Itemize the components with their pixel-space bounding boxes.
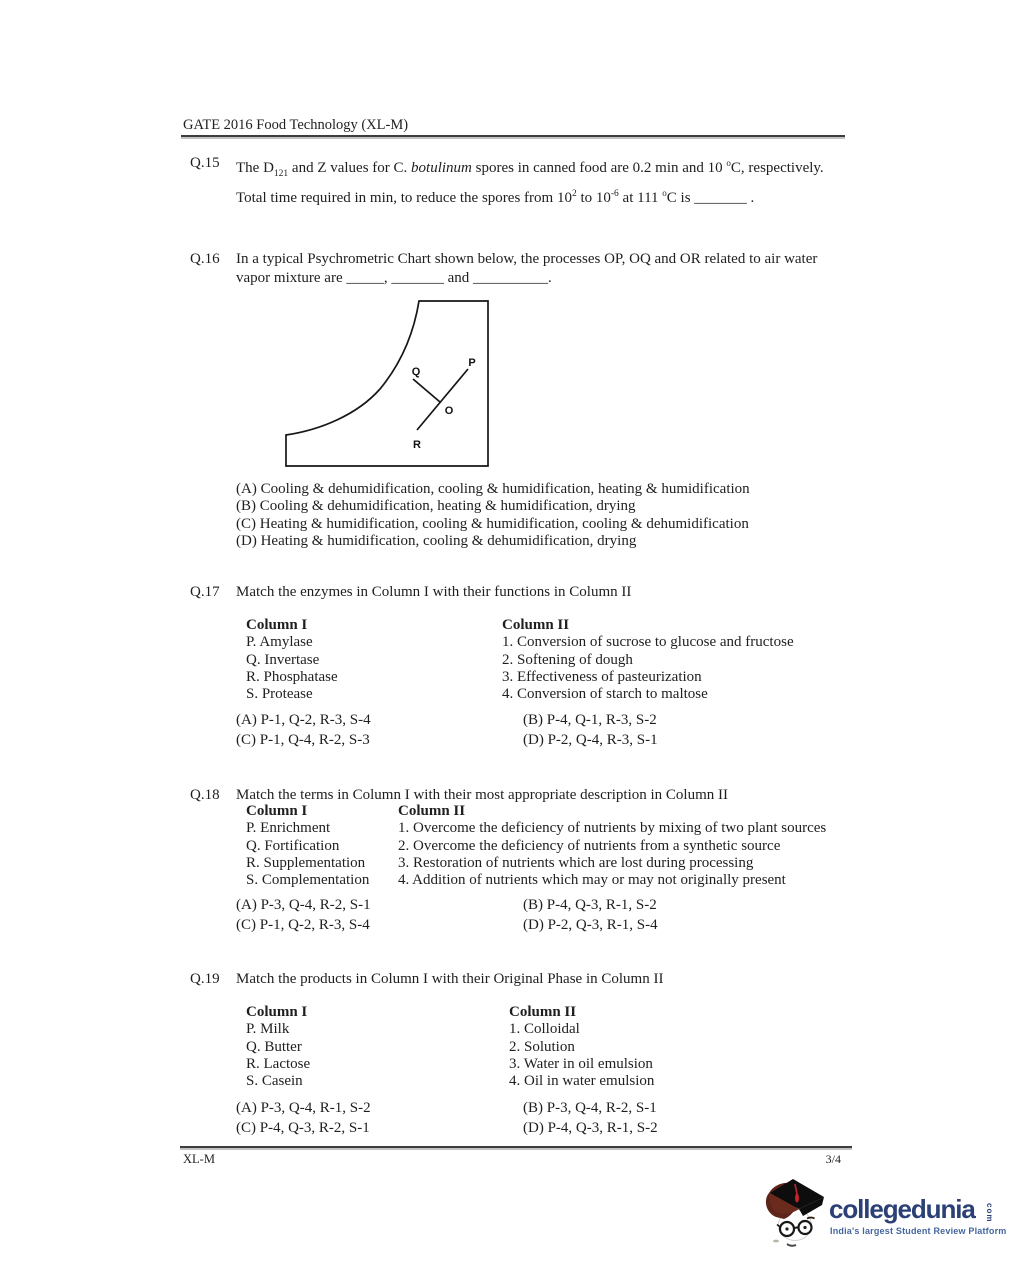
process-line-o-q [413,379,440,402]
column2-item: 4. Oil in water emulsion [509,1073,655,1090]
collegedunia-tagline: India's largest Student Review Platform [830,1226,1007,1236]
option-d: (D) P-2, Q-4, R-3, S-1 [523,732,658,749]
label-p: P [468,357,476,369]
mascot-eye-right [803,1226,806,1229]
text-fragment: C, respectively. [730,160,824,176]
superscript: 2 [571,188,577,199]
option-d: (D) Heating & humidification, cooling & dehumidification, drying [236,532,637,549]
mascot-mouth [787,1244,796,1246]
column2-item: 2. Solution [509,1038,575,1055]
label-q: Q [411,366,421,378]
degree-symbol: o [662,187,667,198]
collegedunia-tld-text: com [985,1203,994,1223]
text-fragment: C is _______ . [666,189,755,206]
mascot-eye-left [785,1227,788,1230]
question-15-line1 [236,154,824,184]
mascot-glasses-bridge [794,1227,799,1228]
option-b: (B) P-4, Q-1, R-3, S-2 [523,712,657,728]
column2-header: Column II [502,617,570,633]
question-16-line1: In a typical Psychrometric Chart shown below, the processes OP, OQ and OR related to air water [236,251,818,267]
option-b: (B) P-4, Q-3, R-1, S-2 [523,897,657,913]
column2-item: 3. Restoration of nutrients which are lost during processing [398,854,754,871]
column1-header: Column I [246,617,308,633]
question-18-column2 [398,803,826,889]
text-fragment: The D [236,160,274,176]
mascot-chin-shadow [773,1240,779,1243]
question-17-options [236,710,658,751]
header-rule [181,135,845,137]
question-16 [190,250,817,287]
option-c: (C) P-1, Q-4, R-2, S-3 [236,732,370,749]
question-19-prompt: Match the products in Column I with their Original Phase in Column II [236,971,664,987]
column1-header: Column I [246,803,308,819]
question-16-options [236,481,750,550]
question-15 [190,154,824,207]
column2-item: 4. Addition of nutrients which may or may not originally present [398,872,786,889]
column1-item: P. Amylase [246,634,313,651]
question-18-options [236,895,658,936]
italic-species-name: botulinum [411,160,472,176]
column1-item: S. Casein [246,1073,303,1090]
option-a: (A) P-1, Q-2, R-3, S-4 [236,712,371,728]
column1-item: Q. Invertase [246,651,320,668]
column2-item: 1. Conversion of sucrose to glucose and fructose [502,634,794,651]
degree-symbol: o [726,158,731,168]
column1-item: P. Milk [246,1021,290,1038]
question-16-text [236,250,817,287]
text-fragment: and Z values for C. [288,160,412,176]
column1-item: P. Enrichment [246,820,331,837]
footer-rule [180,1146,852,1148]
question-15-line2 [236,184,824,208]
option-d: (D) P-4, Q-3, R-1, S-2 [523,1120,658,1137]
question-18-column1 [246,803,369,889]
question-17-column2 [502,617,794,703]
header-title: GATE 2016 Food Technology (XL-M) [183,117,409,133]
text-fragment: spores in canned food are 0.2 min and 10 [471,160,727,176]
column2-item: 4. Conversion of starch to maltose [502,686,708,703]
collegedunia-mascot [762,1177,830,1252]
process-line-r-o-p [417,369,468,430]
question-19-column2 [509,1004,654,1090]
option-b: (B) P-3, Q-4, R-2, S-1 [523,1100,657,1116]
column1-header: Column I [246,1004,308,1020]
column2-item: 2. Softening of dough [502,651,633,668]
column2-item: 3. Water in oil emulsion [509,1055,653,1072]
label-o: O [444,405,454,417]
text-fragment: to 10 [576,189,611,206]
label-r: R [413,439,421,451]
question-17 [190,583,631,602]
footer-paper-code: XL-M [183,1152,215,1166]
question-16-number: Q.16 [190,251,220,267]
option-c: (C) P-4, Q-3, R-2, S-1 [236,1120,370,1137]
column2-item: 2. Overcome the deficiency of nutrients from a synthetic source [398,837,781,854]
column2-header: Column II [398,803,466,819]
column1-item: R. Lactose [246,1055,311,1072]
text-fragment: at 111 [618,189,663,206]
mascot-tassel [795,1194,799,1203]
superscript: -6 [610,188,619,199]
column1-item: Q. Fortification [246,837,340,854]
question-18-prompt: Match the terms in Column I with their most appropriate description in Column II [236,787,728,803]
question-19-column1 [246,1004,310,1090]
column2-item: 1. Overcome the deficiency of nutrients by mixing of two plant sources [398,820,827,837]
question-16-line2: vapor mixture are _____, _______ and __________. [236,269,552,286]
column1-item: Q. Butter [246,1038,302,1055]
question-18-number: Q.18 [190,787,220,803]
question-19-options [236,1098,658,1139]
option-b: (B) Cooling & dehumidification, heating & humidification, drying [236,498,636,515]
option-c: (C) Heating & humidification, cooling & humidification, cooling & dehumidification [236,515,749,532]
column2-item: 1. Colloidal [509,1021,580,1038]
column1-item: R. Supplementation [246,854,366,871]
column1-item: S. Protease [246,686,313,703]
option-a: (A) Cooling & dehumidification, cooling & humidification, heating & humidification [236,481,750,497]
psychrometric-chart-figure [285,300,490,467]
question-19 [190,970,663,989]
question-17-number: Q.17 [190,584,220,600]
column1-item: S. Complementation [246,872,370,889]
column1-item: R. Phosphatase [246,668,338,685]
question-19-number: Q.19 [190,971,220,987]
mascot-eyebrow [807,1218,815,1219]
question-17-column1 [246,617,338,703]
question-15-text [236,154,824,207]
option-c: (C) P-1, Q-2, R-3, S-4 [236,917,370,934]
chart-outline [286,301,488,466]
column2-header: Column II [509,1004,577,1020]
subscript: 121 [273,169,289,179]
footer-page-number: 3/4 [825,1152,841,1166]
collegedunia-brand-text: collegedunia [829,1194,975,1224]
question-15-number: Q.15 [190,155,220,171]
option-a: (A) P-3, Q-4, R-1, S-2 [236,1100,371,1116]
question-18 [190,786,728,805]
column2-item: 3. Effectiveness of pasteurization [502,668,702,685]
text-fragment: Total time required in min, to reduce the spores from 10 [236,189,572,206]
option-a: (A) P-3, Q-4, R-2, S-1 [236,897,371,913]
option-d: (D) P-2, Q-3, R-1, S-4 [523,917,658,934]
question-17-prompt: Match the enzymes in Column I with their functions in Column II [236,584,632,600]
